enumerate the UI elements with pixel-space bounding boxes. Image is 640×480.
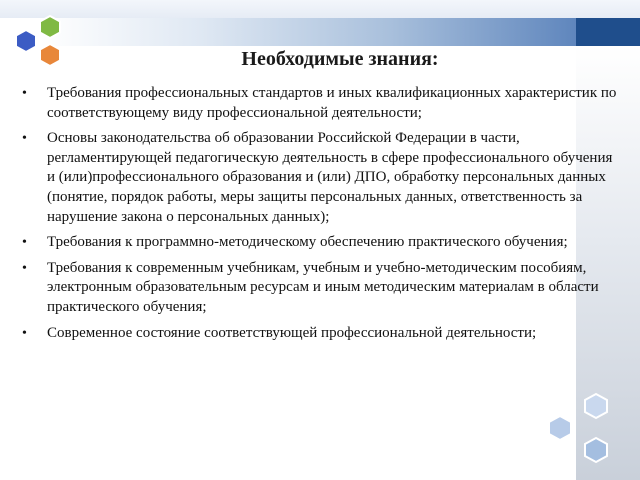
bullet-icon: • <box>22 86 27 101</box>
bullet-icon: • <box>22 325 27 341</box>
bullet-list <box>20 84 620 349</box>
bullet-icon: • <box>22 260 27 276</box>
green-hexagon <box>40 16 60 38</box>
title-band <box>40 18 576 46</box>
corner-hexagon-bottom <box>585 438 607 462</box>
bullet-item-1 <box>20 84 620 123</box>
bullet-text: Современное состояние соответствующей профессиональной деятельности; <box>47 324 537 341</box>
bullet-item-5 <box>20 324 620 344</box>
bullet-item-3 <box>20 233 620 253</box>
corner-hexagon-top <box>585 394 607 418</box>
bullet-text: Требования к современным учебникам, учебным и учебно-методическим пособиям, электронным образовательным ресурсам и иным методическим материалам в области практического обучения; <box>47 259 599 315</box>
bullet-text: Основы законодательства об образовании Российской Федерации в части, регламентирующей педагогическую деятельность в сфере профессионального обучения и (или)профессионального образования и (или) ДПО, обработку персональных данных (понятие, порядок работы, меры защиты персональных данных, ответственность за нарушение закона о персональных данных); <box>47 130 613 225</box>
bullet-icon: • <box>22 131 27 147</box>
bullet-icon: • <box>22 235 27 251</box>
title-band-dark <box>576 18 640 46</box>
bullet-item-4 <box>20 259 620 318</box>
corner-hexagon-left <box>549 416 571 440</box>
corner-hexagons-decoration <box>528 388 628 476</box>
slide-title: Необходимые знания: <box>241 48 439 70</box>
bullet-text: Требования к программно-методическому обеспечению практического обучения; <box>47 234 568 251</box>
bullet-item-2 <box>20 129 620 227</box>
bullet-text: Требования профессиональных стандартов и иных квалификационных характеристик по соответствующему виду профессиональной деятельности; <box>47 85 617 121</box>
top-band <box>0 0 640 18</box>
